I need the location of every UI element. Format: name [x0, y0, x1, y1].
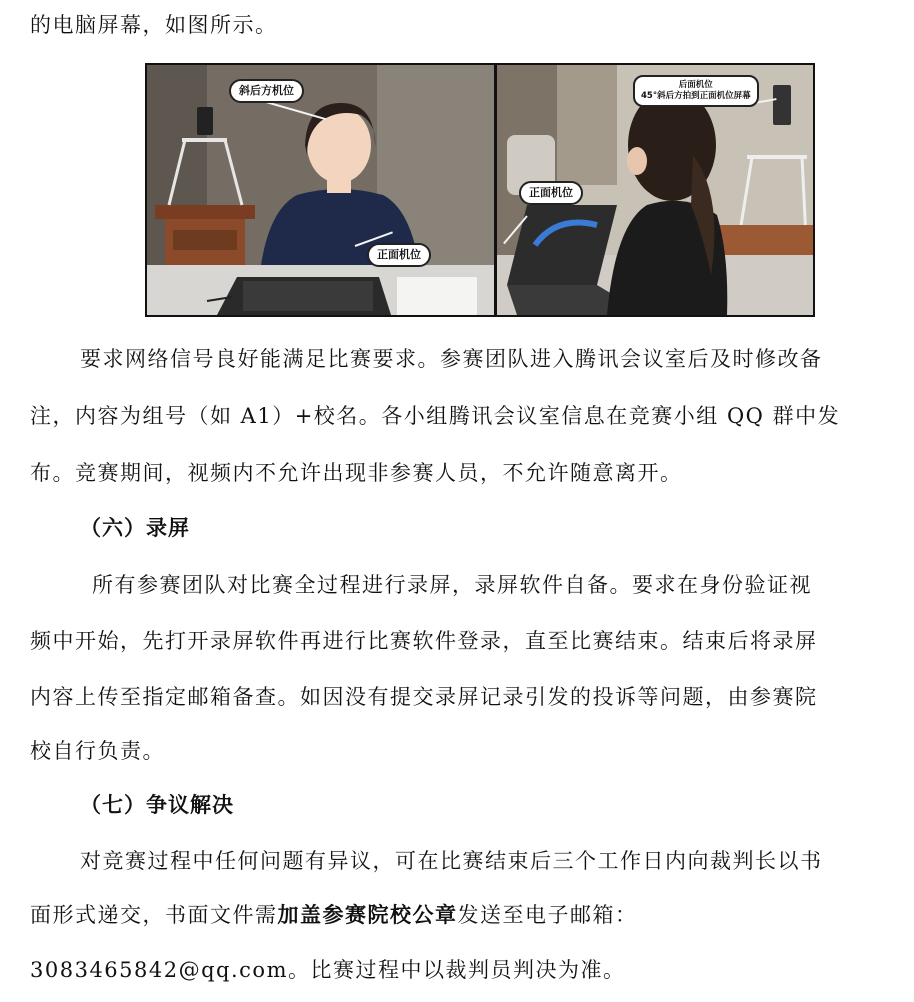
callout-front-camera-right: 正面机位: [519, 181, 583, 205]
callout-rear-camera-note: 45°斜后方拍到正面机位屏幕: [641, 91, 751, 101]
section6-line2: 频中开始，先打开录屏软件再进行比赛软件登录，直至比赛结束。结束后将录屏: [30, 629, 818, 653]
callout-rear-camera-title: 后面机位: [678, 80, 713, 90]
section6-line3: 内容上传至指定邮箱备查。如因没有提交录屏记录引发的投诉等问题，由参赛院: [30, 685, 818, 709]
section-heading-disputes: （七）争议解决: [80, 793, 234, 817]
section7-line1: 对竞赛过程中任何问题有异议，可在比赛结束后三个工作日内向裁判长以书: [80, 849, 823, 873]
section7-line2: [30, 900, 892, 930]
section7-line3-email: 3083465842@qq.com。比赛过程中以裁判员判决为准。: [30, 958, 626, 982]
paragraph-network-line3: 布。竞赛期间，视频内不允许出现非参赛人员，不允许随意离开。: [30, 461, 683, 485]
callout-front-camera: 正面机位: [367, 243, 431, 267]
callout-rear-camera: [633, 75, 759, 107]
paragraph-network-line1: 要求网络信号良好能满足比赛要求。参赛团队进入腾讯会议室后及时修改备: [80, 347, 823, 371]
rear-view-photo: [497, 65, 813, 315]
school-seal-requirement: 加盖参赛院校公章: [277, 903, 458, 927]
front-view-photo: [147, 65, 497, 315]
section6-line1: 所有参赛团队对比赛全过程进行录屏，录屏软件自备。要求在身份验证视: [92, 573, 812, 597]
section-heading-recording: （六）录屏: [80, 516, 190, 540]
callout-rear-oblique-camera: 斜后方机位: [229, 79, 304, 103]
section7-line2-tail: 发送至电子邮箱：: [457, 903, 638, 927]
paragraph-network-line2: 注，内容为组号（如 A1）+校名。各小组腾讯会议室信息在竞赛小组 QQ 群中发: [30, 404, 841, 428]
front-view-illustration: [147, 65, 494, 315]
camera-setup-figure: [145, 63, 815, 317]
section6-line4: 校自行负责。: [30, 739, 165, 763]
intro-line: 的电脑屏幕，如图所示。: [30, 13, 278, 37]
section7-line2-text: 面形式递交，书面文件需: [30, 903, 278, 927]
